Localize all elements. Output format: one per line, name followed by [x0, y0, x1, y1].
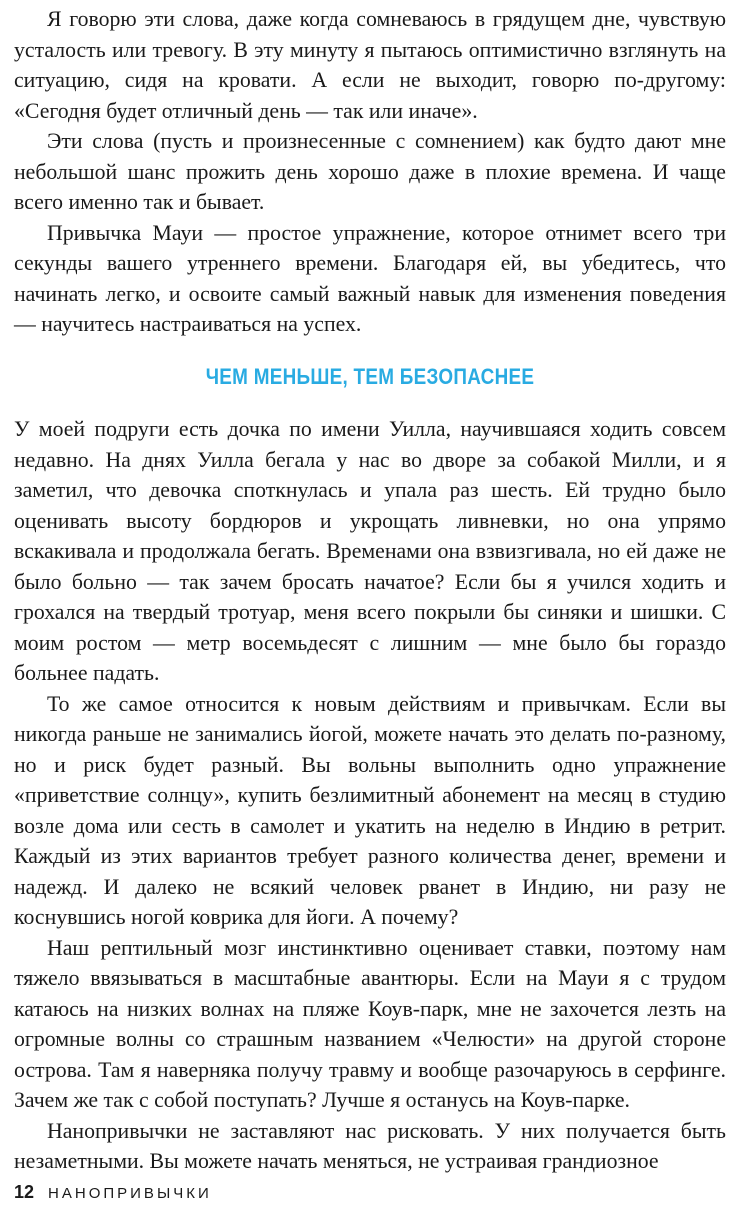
paragraph-3: Привычка Мауи — простое упражнение, которое отнимет всего три секунды вашего утреннего времени. Благодаря ей, вы убедитесь, что начинать легко, и освоите самый важный навык для изменения поведения — научитесь настраиваться на успех.	[14, 220, 726, 336]
running-title: НАНОПРИВЫЧКИ	[48, 1185, 212, 1202]
paragraph-5: То же самое относится к новым действиям и привычкам. Если вы никогда раньше не занимались йогой, можете начать это делать по-разному, но и риск будет разный. Вы вольны выполнить одно упражнение «приветствие солнцу», купить безлимитный абонемент на месяц в студию возле дома или сесть в самолет и укатить на неделю в Индию в ретрит. Каждый из этих вариантов требует разного количества денег, времени и надежд. И далеко не всякий человек рванет в Индию, ни разу не коснувшись ногой коврика для йоги. А почему?	[14, 691, 726, 929]
paragraph-7: Нанопривычки не заставляют нас рисковать. У них получается быть незаметными. Вы можете начать меняться, не устраивая грандиозное	[14, 1118, 726, 1173]
paragraph-1: Я говорю эти слова, даже когда сомневаюсь в грядущем дне, чувствую усталость или тревогу. В эту минуту я пытаюсь оптимистично взглянуть на ситуацию, сидя на кровати. А если не выходит, говорю по-другому: «Сегодня будет отличный день — так или иначе».	[14, 7, 726, 123]
paragraph-2: Эти слова (пусть и произнесенные с сомнением) как будто дают мне небольшой шанс прожить день хорошо даже в плохие времена. И чаще всего именно так и бывает.	[14, 129, 726, 214]
section-heading: ЧЕМ МЕНЬШЕ, ТЕМ БЕЗОПАСНЕЕ	[205, 364, 535, 389]
intro-text	[14, 4, 726, 340]
paragraph-6: Наш рептильный мозг инстинктивно оценивает ставки, поэтому нам тяжело ввязываться в масштабные авантюры. Если на Мауи я с трудом катаюсь на низких волнах на пляже Коув-парк, мне не захочется лезть на огромные волны со страшным названием «Челюсти» на другой стороне острова. Там я наверняка получу травму и вообще разочаруюсь в серфинге. Зачем же так с собой поступать? Лучше я останусь на Коув-парке.	[14, 935, 726, 1112]
page-footer	[14, 1182, 212, 1203]
page-number: 12	[14, 1182, 35, 1202]
section-text	[14, 414, 726, 1177]
paragraph-4: У моей подруги есть дочка по имени Уилла, научившаяся ходить совсем недавно. На днях Уилла бегала у нас во дворе за собакой Милли, и я заметил, что девочка споткнулась и упала раз шесть. Ей трудно было оценивать высоту бордюров и укрощать ливневки, но она упрямо вскакивала и продолжала бегать. Временами она взвизгивала, но ей даже не было больно — так зачем бросать начатое? Если бы я учился ходить и грохался на твердый тротуар, меня всего покрыли бы синяки и шишки. С моим ростом — метр восемьдесят с лишним — мне было бы гораздо больнее падать.	[14, 417, 726, 685]
